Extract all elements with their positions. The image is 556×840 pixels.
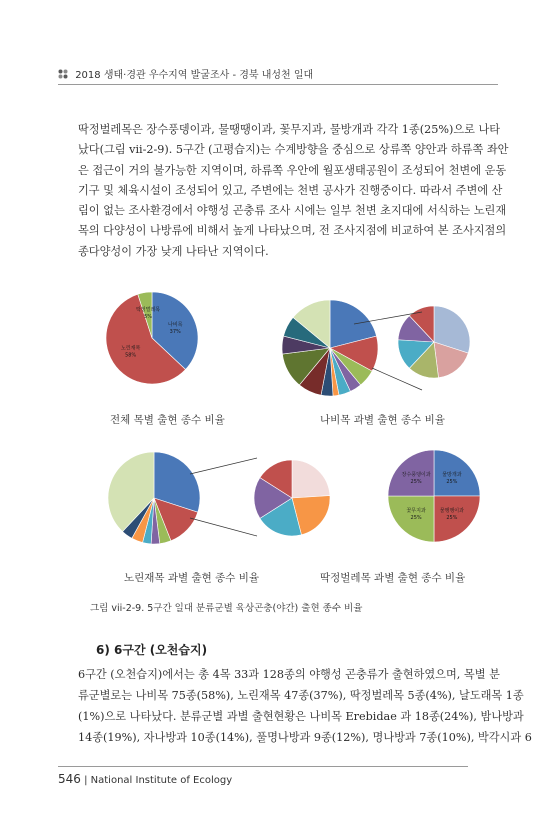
paragraph-1 <box>78 120 509 262</box>
figure-caption: 그림 vii-2-9. 5구간 일대 분류군별 육상곤충(야간) 출현 종수 비율 <box>90 603 363 614</box>
text-line: 6구간 (오천습지)에서는 총 4목 33과 128종의 야행성 곤충류가 출현하였으며, 목별 분 <box>78 668 500 681</box>
pie-label: 37% <box>169 328 181 335</box>
pie-hemiptera-other <box>254 460 330 536</box>
pie-label: 물땡땡이과 <box>439 507 464 514</box>
pie-label: 물방개과 <box>442 472 462 479</box>
text-line: 14종(19%), 자나방과 10종(14%), 풀명나방과 9종(12%), 명나방과 7종(10%), 박각시과 6 <box>78 731 532 744</box>
header-rule <box>58 84 498 85</box>
chart-caption-4: 딱정벌레목 과별 출현 종수 비율 <box>320 572 466 584</box>
running-header <box>58 66 498 82</box>
text-line: 류군별로는 나비목 75종(58%), 노린재목 47종(37%), 딱정벌레목 5종(4%), 날도래목 1종 <box>78 689 524 702</box>
pie-label: 25% <box>446 514 458 521</box>
pie-label: 노린재목 <box>120 345 141 352</box>
pie-slice-참노린재과 <box>292 460 330 498</box>
text-line: (1%)으로 나타났다. 분류군별 과별 출현현황은 나비목 Erebidae 과 18종(24%), 밤나방과 <box>78 710 524 723</box>
text-line: 났다(그림 vii-2-9). 5구간 (고평습지)는 수계방향을 중심으로 상류쪽 양안과 하류쪽 좌안 <box>78 143 509 157</box>
chart-caption-2: 나비목 과별 출현 종수 비율 <box>320 414 445 426</box>
pie-label: 꽃무지과 <box>406 507 426 514</box>
text-line: 기구 및 체육시설이 조성되어 있고, 주변에는 천변 공사가 진행중이다. 따라서 주변에 산 <box>78 183 503 197</box>
pie-label: 25% <box>446 479 458 486</box>
page-footer: 546 | National Institute of Ecology <box>58 772 233 786</box>
pie-label: 나비목 <box>167 321 183 328</box>
section-title: 6) 6구간 (오천습지) <box>96 643 208 657</box>
page-number: 546 <box>58 772 81 786</box>
footer-rule <box>58 766 468 767</box>
pie-label: 장수풍뎅이과 <box>401 472 431 479</box>
publisher: National Institute of Ecology <box>90 775 233 786</box>
text-line: 목의 다양성이 나방류에 비해서 높게 나타났으며, 전 조사지점에 비교하여 본 조사지점의 <box>78 224 507 238</box>
pie-label: 딱정벌레목 <box>135 307 161 314</box>
pie-coleoptera <box>388 450 480 542</box>
text-line: 은 접근이 거의 불가능한 지역이며, 하류쪽 우안에 월포생태공원이 조성되어 천변에 운동 <box>78 163 507 177</box>
header-dots-icon <box>58 69 68 79</box>
text-line: 종다양성이 가장 낮게 나타난 지역이다. <box>78 244 269 258</box>
pie-orders <box>106 292 198 384</box>
chart-caption-3: 노린재목 과별 출현 종수 비율 <box>124 572 260 584</box>
pie-label: 25% <box>410 514 422 521</box>
pie-hemiptera <box>108 452 200 544</box>
pie-lepidoptera <box>282 300 378 396</box>
header-title: 2018 생태·경관 우수지역 발굴조사 - 경북 내성천 일대 <box>75 70 314 81</box>
pie-label: 5% <box>144 314 153 321</box>
text-line: 딱정벌레목은 장수풍뎅이과, 물땡땡이과, 꽃무지과, 물방개과 각각 1종(25%)으로 나타 <box>78 123 501 136</box>
figure-charts <box>72 278 492 598</box>
chart-caption-1: 전체 목별 출현 종수 비율 <box>110 414 225 426</box>
pie-label: 25% <box>410 479 422 486</box>
pie-label: 58% <box>125 352 137 359</box>
paragraph-2 <box>78 664 532 748</box>
pie-lepidoptera-other <box>398 306 470 378</box>
text-line: 림이 없는 조사환경에서 야행성 곤충류 조사 시에는 일부 천변 초지대에 서식하는 노린재 <box>78 204 507 218</box>
